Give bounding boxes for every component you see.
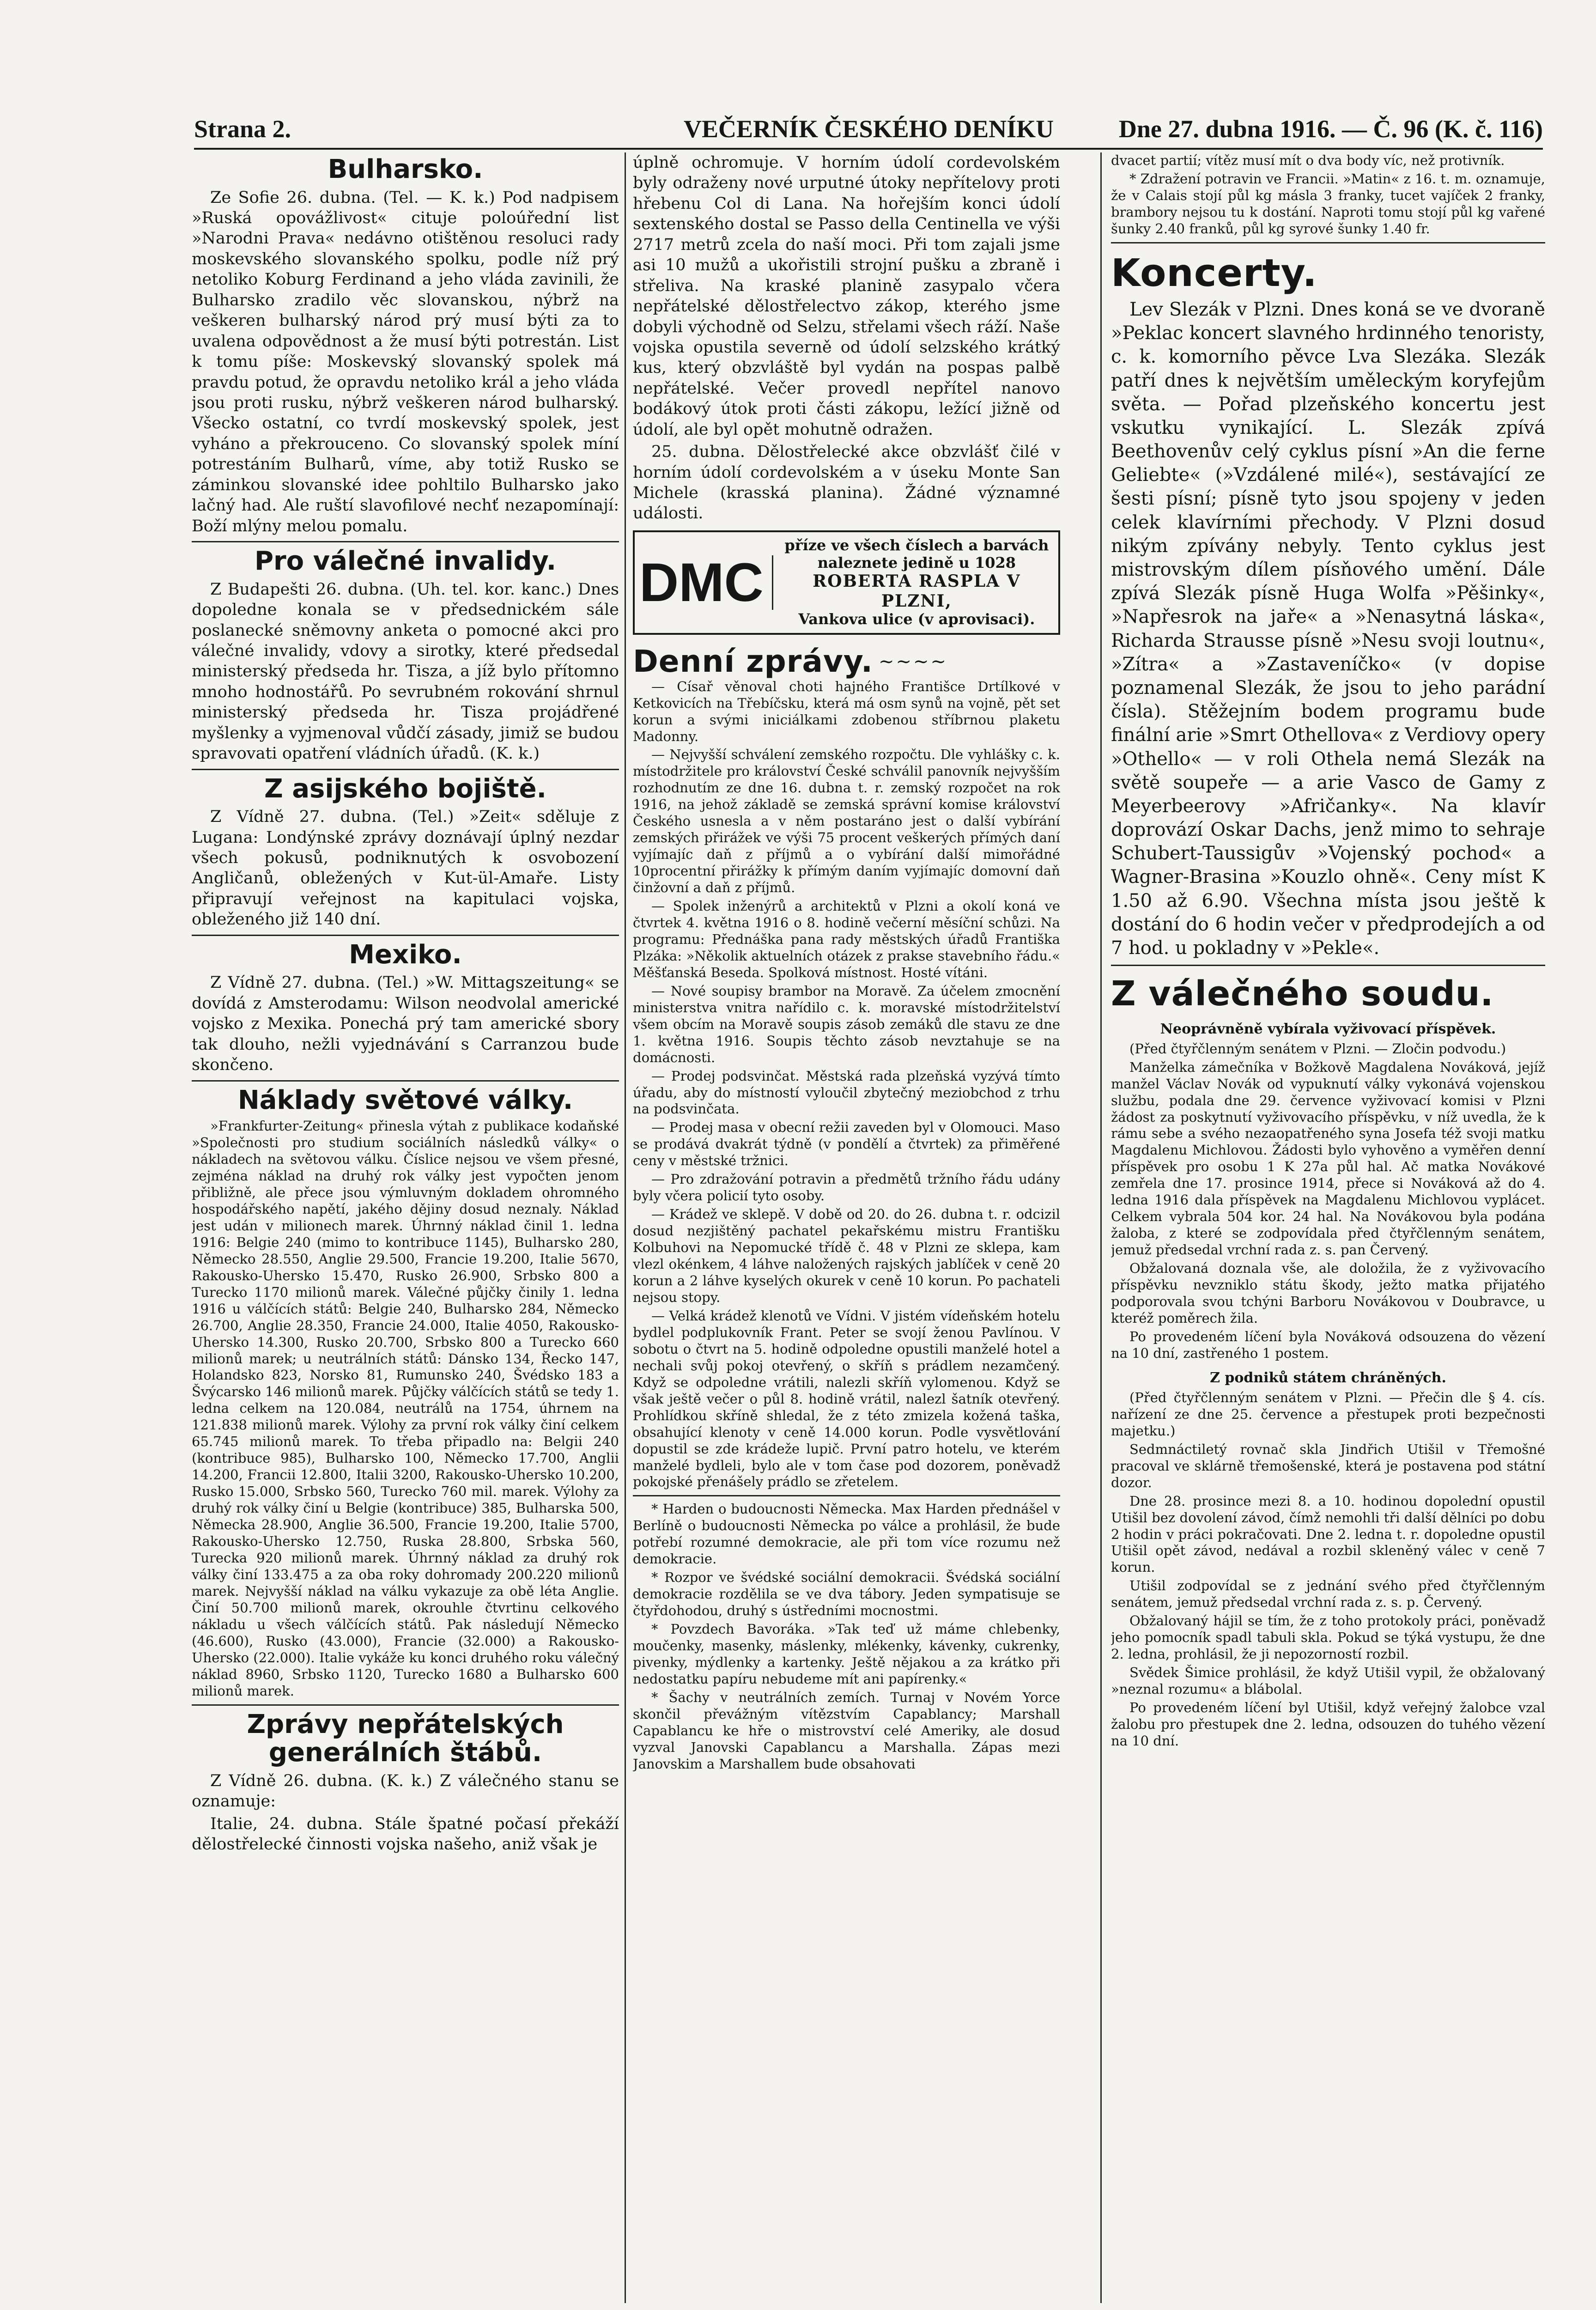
article-title: Náklady světové války. — [237, 1085, 573, 1115]
article-text: Italie, 24. dubna. Stále špatné počasí překáží dělostřelecké činnosti vojska našeho, aniž však je — [192, 1814, 619, 1854]
ornament-icon: ~~~~ — [878, 650, 948, 672]
newspaper-title: VEČERNÍK ČESKÉHO DENÍKU — [684, 115, 1054, 143]
divider — [633, 1495, 1060, 1496]
ad-line: příze ve všech číslech a barvách — [784, 536, 1049, 554]
column-rule — [625, 152, 626, 2303]
issue-date: Dne 27. dubna 1916. — Č. 96 (K. č. 116) — [1118, 115, 1543, 143]
divider — [192, 1080, 619, 1082]
news-item: — Krádež ve sklepě. V době od 20. do 26. dubna t. r. odcizil dosud nezjištěný pachatel pekařskému mistru Františku Kolbuhovi na Nepomucké třídě č. 48 v Plzni ze sklepa, kam vlezl okénkem, 4 láhve naložených rajských jablíček v ceně 20 korun a 2 láhve kyselých okurek v ceně 10 korun. Po pachateli nejsou stopy. — [633, 1206, 1060, 1305]
column-3 — [1111, 152, 1545, 2303]
column-2 — [633, 152, 1060, 2303]
news-item: * Harden o budoucnosti Německa. Max Harden přednášel v Berlíně o budoucnosti Německa po válce a prohlásil, že bude potřebí rozumné demokracie, ale při tom více rozumu než demokracie. — [633, 1501, 1060, 1567]
article-text: (Před čtyřčlenným senátem v Plzni. — Zločin podvodu.) — [1129, 1040, 1506, 1057]
article-title: Mexiko. — [349, 939, 462, 970]
divider — [192, 1704, 619, 1706]
news-item: — Nové soupisy brambor na Moravě. Za účelem zmocnění ministerstva vnitra nařídilo c. k. moravské místodržitelství všem obcím na Moravě soupis zásob zemáků dle stavu ze dne 1. května 1916. Soupis těchto zásob nevztahuje se na domácnosti. — [633, 983, 1060, 1065]
news-item: — Spolek inženýrů a architektů v Plzni a okolí koná ve čtvrtek 4. května 1916 o 8. hodině večerní měsíční schůzi. Na programu: Přednáška pana rady městských úřadů Františka Plzáka: »Několik aktuelních otázek z prakse stavebního řádu.« Měšťanská Beseda. Spolková místnost. Hosté vítáni. — [633, 898, 1060, 980]
divider — [1111, 242, 1545, 243]
article-text: Z Vídně 26. dubna. (K. k.) Z válečného stanu se oznamuje: — [192, 1771, 619, 1811]
article-text: Z Vídně 27. dubna. (Tel.) »W. Mittagszeitung« se dovídá z Amsterodamu: Wilson neodvolal americké vojsko z Mexika. Ponechá prý tam americké sbory tak dlouho, nežli vyjednávání s Carranzou bude skončeno. — [192, 973, 619, 1075]
section-title: Denní zprávy. — [633, 644, 873, 680]
article-text: Ze Sofie 26. dubna. (Tel. — K. k.) Pod nadpisem »Ruská opovážlivost« cituje poloúřední list »Narodni Prava« nedávno otištěnou resoluci rady moskevského slovanského spolku, podle níž prý netoliko Koburg Ferdinand a jeho vláda zavinili, že Bulharsko zradilo věc slovanskou, nýbrž na veškeren bulharský národ prý musí býti za to uvalena odpovědnost a že musí býti potrestán. List k tomu píše: Moskevský slovanský spolek má pravdu potud, že opravdu netoliko král a jeho vláda jsou proti rusku, nýbrž veškeren národ bulharský. Všecko ostatní, co tvrdí moskevský spolek, jest vyháno a překrouceno. Co slovanský spolek míní potrestáním Bulharů, víme, aby totiž Rusko se záminkou slovanské idee pohltilo Bulharsko jako lačný had. Ale ruští slavofilové nechť nezapomínají: Boží mlýny melou pomalu. — [192, 188, 619, 535]
article-title: Zprávy nepřátelských generálních štábů. — [247, 1709, 564, 1768]
article-text: Obžalovaná doznala vše, ale doložila, že z vyživovacího příspěvku nevzniklo státu škody, ježto matka přijatého podporovala svou tchýni Barboru Novákovou v Doubravce, u kteréž poměrech žila. — [1111, 1260, 1545, 1326]
article-title: Z asijského bojiště. — [264, 773, 546, 804]
article-text: Z Budapešti 26. dubna. (Uh. tel. kor. kanc.) Dnes dopoledne konala se v předsednickém sále poslanecké sněmovny anketa o pomocné akci pro válečné invalidy, vdovy a sirotky, které předsedal ministerský předseda hr. Tisza, a jíž bylo přítomno mnoho hodnostářů. Po sevrubném rokování shrnul ministerský předseda hr. Tisza projádřené myšlenky a vyjmenoval vůdčí zásady, jimiž se budou spravovati opatření vládních úřadů. (K. k.) — [192, 580, 619, 763]
article-text: Sedmnáctiletý rovnač skla Jindřich Utišil v Třemošné pracoval ve sklárně třemošenské, která je postavena pod státní dozor. — [1111, 1441, 1545, 1490]
ad-line: ROBERTA RASPLA V PLZNI, — [813, 571, 1021, 611]
ad-line: naleznete jedině u 1028 — [817, 553, 1016, 571]
news-item: * Povzdech Bavoráka. »Tak teď už máme chlebenky, moučenky, masenky, máslenky, mlékenky, kávenky, cukrenky, pivenky, mýdlenky a kartenky. Ještě nějakou a za krátko při nedostatku papíru nebudeme mít ani papírenky.« — [633, 1621, 1060, 1687]
article-text: Z Vídně 27. dubna. (Tel.) »Zeit« sděluje z Lugana: Londýnské zprávy doznávají úplný nezdar všech pokusů, podniknutých k osvobození Angličanů, obležených v Kut-ül-Amaře. Listy připravují veřejnost na kapitulaci vojska, obleženého již 140 dní. — [192, 808, 619, 929]
article-subtitle: Neoprávněně vybírala vyživovací příspěvek. — [1160, 1021, 1496, 1037]
article-text: Lev Slezák v Plzni. Dnes koná se ve dvoraně »Peklac koncert slavného hrdinného tenoristy, c. k. komorního pěvce Lva Slezáka. Slezák patří dnes k největším uměleckým koryfejům světa. — Pořad plzeňského koncertu jest vskutku vynikající. L. Slezák zpívá Beethovenův celý cyklus písní »An die ferne Geliebte« (»Vzdálené milé«), sestávající ze šesti písní; písně tyto jsou spojeny v jeden celek klavírními přechody. V Plzni dosud nikým zpívány nebyly. Tento cyklus jest mistrovským dílem písňového umění. Dále zpívá Slezák písně Huga Wolfa »Pěšinky«, »Napřesrok na jaře« a »Nenasytná láska«, Richarda Strausse písně »Nesu svoji loutnu«, »Zítra« a »Zastaveníčko« (v dopise poznamenal Slezák, že jsou to jeho parádní čísla). Stěžejním bodem programu bude finální arie »Smrt Othellova« z Verdiovy opery »Othello« — v roli Othela nemá Slezák na světě soupeře — a arie Vasco de Gamy z Meyerbeerovy »Afričanky«. Na klavír doprovází Oskar Dachs, jenž mimo to sehraje Schubert-Taussigův »Vojenský pochod« a Wagner-Brasina »Kouzlo ohně«. Ceny míst K 1.50 až 6.90. Všechna místa jsou ještě k dostání do 6 hodin večer v předprodejích a od 7 hod. u pokladny v »Pekle«. — [1111, 298, 1545, 959]
divider — [192, 541, 619, 542]
article-text: dvacet partií; vítěz musí mít o dva body víc, než protivník. — [1111, 152, 1505, 168]
article-title: Pro válečné invalidy. — [254, 546, 557, 577]
news-item: — Pro zdražování potravin a předmětů tržního řádu udány byly včera policií tyto osoby. — [633, 1171, 1060, 1204]
section-title: Z válečného soudu. — [1111, 974, 1494, 1014]
article-text: Po provedeném líčení byla Nováková odsouzena do vězení na 10 dní, zastřeného 1 postem. — [1111, 1328, 1545, 1361]
advertisement — [633, 530, 1060, 635]
article-text: Dne 28. prosince mezi 8. a 10. hodinou dopolední opustil Utišil bez dovolení závod, čímž nemohli tři další dělníci po dobu 2 hodin v práci pokračovati. Dne 2. ledna t. r. dopoledne opustil Utišil opět závod, nedával a rozbil skleněný válec v ceně 7 korun. — [1111, 1493, 1545, 1575]
section-header — [633, 645, 1060, 679]
masthead — [194, 111, 1543, 150]
dmc-logo: DMC — [639, 555, 773, 610]
divider — [192, 935, 619, 936]
news-item: — Prodej masa v obecní režii zaveden byl v Olomouci. Maso se prodává dvakrát týdně (v pondělí a čtvrtek) za přiměřené ceny v městské tržnici. — [633, 1119, 1060, 1169]
article-title: Bulharsko. — [328, 154, 483, 184]
article-text: »Frankfurter-Zeitung« přinesla výtah z publikace kodaňské »Společnosti pro studium sociálních následků války« o nákladech na světovou válku. Číslice nejsou ve všem přesné, zejména náklad na druhý rok války jest vypočten jenom přibližně, ale přece jsou výmluvným dokladem ohromného hospodářského napětí, jakého dějiny dosud neznaly. Náklad jest udán v milionech marek. Úhrnný náklad činil 1. ledna 1916: Belgie 240 (mimo to kontribuce 1145), Bulharsko 280, Německo 28.550, Anglie 29.500, Francie 19.200, Italie 5670, Rakousko-Uhersko 15.470, Rusko 26.900, Srbsko 800 a Turecko 1170 milionů marek. Válečné půjčky činily 1. ledna 1916 u válčících států: Belgie 240, Bulharsko 284, Německo 26.700, Anglie 28.350, Francie 24.000, Italie 4050, Rakousko-Uhersko 14.300, Rusko 20.700, Srbsko 800 a Turecko 660 milionů marek; u neutrálních států: Dánsko 134, Řecko 147, Holandsko 823, Norsko 81, Rumunsko 240, Švédsko 183 a Švýcarsko 146 milionů marek. Půjčky válčících států se tedy 1. ledna celkem na 120.084, neutrálů na 1754, úhrnem na 121.838 milionů marek. Výlohy za první rok války činí celkem 65.745 milionů marek. To třeba připadlo na: Belgii 240 (kontribuce 985), Bulharsko 100, Německo 17.700, Anglii 14.200, Francii 12.800, Italii 3200, Rakousko-Uhersko 10.200, Rusko 15.000, Srbsko 560, Turecko 760 mil. marek. Výlohy za druhý rok války činí u Belgie (kontribuce) 385, Bulharska 500, Německa 28.900, Anglie 36.500, Francie 19.200, Italie 5700, Rakousko-Uhersko 12.750, Ruska 28.800, Srbska 560, Turecka 920 milionů marek. Úhrnný náklad za druhý rok války činí 133.475 a za oba roky dohromady 200.220 milionů marek. Nejvyšší náklad na válku vykazuje za obě léta Anglie. Činí 50.700 milionů marek, okrouhle čtvrtinu celkového nákladu u všech válčících států. Pak následují Německo (46.600), Rusko (43.000), Francie (32.000) a Rakousko-Uhersko (22.000). Italie vykáže ku konci druhého roku válečný náklad 8960, Srbsko 1120, Turecko 1680 a Bulharsko 600 milionů marek. — [192, 1118, 619, 1699]
article-subtitle: Z podniků státem chráněných. — [1210, 1369, 1446, 1386]
news-item: — Nejvyšší schválení zemského rozpočtu. Dle vyhlášky c. k. místodržitele pro království České schválil panovník nejvyšším rozhodnutím ze dne 16. dubna t. r. zemský rozpočet na rok 1916, na jehož základě se zemská správní komise království Českého usnesla a v něm postaráno jest o další vybírání zemských přirážek ve výši 75 procent veškerých přímých daní vyjímajíc daň z příjmů a o vybírání další mimořádné 10procentní přirážky k přímým daním vyjímajíc domovní daň činžovní a daň z příjmů. — [633, 747, 1060, 896]
article-text: Obžalovaný hájil se tím, že z toho protokoly práci, poněvadž jeho pomocník spadl tabuli skla. Pokud se týká vystupu, že dne 2. ledna, prohlásil, že ji nepozorností rozbil. — [1111, 1613, 1545, 1662]
divider — [1111, 965, 1545, 966]
news-item: — Prodej podsvinčat. Městská rada plzeňská vyzývá tímto úřadu, aby do místností vyloučil zbytečný meziobchod z trhu na podsvinčata. — [633, 1068, 1060, 1117]
news-item: * Šachy v neutrálních zemích. Turnaj v Novém Yorce skončil převážným vítězstvím Capablancy; Marshall Capablancu ke hře o mistrovství celé Ameriky, ale dosud vyzval Janovski Capablancu a Marshalla. Zápas mezi Janovskim a Marshallem bude obsahovati — [633, 1689, 1060, 1772]
page-number: Strana 2. — [194, 115, 291, 143]
news-item: * Rozpor ve švédské sociální demokracii. Švédská sociální demokracie rozdělila se ve dva tábory. Jeden sympatisuje se čtyřdohodou, druhý s ústředními mocnostmi. — [633, 1569, 1060, 1619]
article-text: Utišil zodpovídal se z jednání svého před čtyřčlenným senátem, jemuž předsedal vrchní rada z. s. p. Červený. — [1111, 1578, 1545, 1611]
article-text: 25. dubna. Dělostřelecké akce obzvlášť čilé v horním údolí cordevolském a v úseku Monte San Michele (krasská planina). Žádné významné události. — [633, 443, 1060, 523]
divider — [192, 769, 619, 770]
news-item: — Císař věnoval choti hajného Františce Drtílkové v Ketkovicích na Třebíčsku, která má osm synů na vojně, pět set korun a svými iniciálkami zdobenou stříbrnou plaketu Madonny. — [633, 678, 1060, 744]
article-text: Manželka zámečníka v Božkově Magdalena Nováková, jejíž manžel Václav Novák od vypuknutí války vykonává vojenskou službu, podala dne 29. července vyživovací komisi v Plzni žádost za poskytnutí vyživovacího příspěvku, v níž uvedla, že k rámu sebe a svého nezaopatřeného syna Josefa též svoji matku Magdalenu Michlovou. Žádosti bylo vyhověno a vyměřen denní příspěvek pro osobu 1 K 27a půl hal. Ač matka Novákové zemřela dne 17. prosince 1914, přece si Nováková až do 4. ledna 1916 dala příspěvek na Magdalenu Michlovou vyplácet. Celkem vybrala 504 kor. 24 hal. Na Novákovou byla podána žaloba, z které se zodpovídala před čtyřčlenným senátem, jemuž předsedal vrchní rada z. s. pan Červený. — [1111, 1059, 1545, 1258]
column-rule — [1100, 152, 1102, 2303]
article-text: Svědek Šimice prohlásil, že když Utišil vypil, že obžalovaný »neznal rozumu« a blábolal. — [1111, 1665, 1545, 1697]
ad-line: Vankova ulice (v aprovisaci). — [798, 610, 1035, 628]
ad-text — [780, 537, 1054, 628]
article-text: * Zdražení potravin ve Francii. »Matin« z 16. t. m. oznamuje, že v Calais stojí půl kg másla 3 franky, tucet vajíček 2 franky, brambory nejsou tu k dostání. Naproti tomu stojí půl kg vařené šunky 2.40 franků, půl kg syrové šunky 1.40 fr. — [1111, 170, 1545, 237]
column-1 — [192, 152, 619, 2303]
news-item: — Velká krádež klenotů ve Vídni. V jistém vídeňském hotelu bydlel podplukovník Frant. Peter se svojí ženou Pavlínou. V sobotu o čtvrt na 5. hodině odpoledne opustili manželé hotel a nechali svůj pokoj otevřený, o skříň s prádlem nezamčený. Když se odpoledne vrátili, nalezli skříň vylomenou. Když se však ještě večer o půl 8. hodině vrátil, nalezl šatník otevřený. Prohlídkou skříně shledal, že z této zmizela kožená taška, obsahující klenoty v ceně 14.000 korun. Podle vysvětlování dopustil se zde krádeže lupič. První patro hotelu, ve kterém manželé bydleli, bylo ale v tom čase pod dozorem, poněvadž pokojské přenášely prádlo se zřetelem. — [633, 1307, 1060, 1490]
article-text: (Před čtyřčlenným senátem v Plzni. — Přečin dle § 4. cís. nařízení ze dne 25. července a přestupek proti bezpečnosti majetku.) — [1111, 1389, 1545, 1439]
article-text: Po provedeném líčení byl Utišil, když veřejný žalobce vzal žalobu pro přestupek dne 2. ledna, odsouzen do tuhého vězení na 10 dní. — [1111, 1700, 1545, 1749]
article-text: úplně ochromuje. V horním údolí cordevolském byly odraženy nové urputné útoky nepřítelovy proti hřebenu Col di Lana. Na hořejším konci údolí sextenského dostal se Passo della Centinella ve výši 2717 metrů zcela do naší moci. Při tom zajali jsme asi 10 mužů a ukořistili strojní pušku a zbraně i střeliva. Na kraské planině zasypalo včera nepřátelské dělostřelectvo zákop, kterého jsme dobyli východně od Selzu, střelami všech ráží. Naše vojska opustila severně od údolí selzského krátký kus, který obzvláště byl vydán na pospas palbě nepřátelské. Večer provedl nepřítel nanovo bodákový útok proti části zákopu, ležící jižně od údolí, ale byl opět mohutně odražen. — [633, 153, 1060, 439]
section-title: Koncerty. — [1111, 251, 1317, 295]
